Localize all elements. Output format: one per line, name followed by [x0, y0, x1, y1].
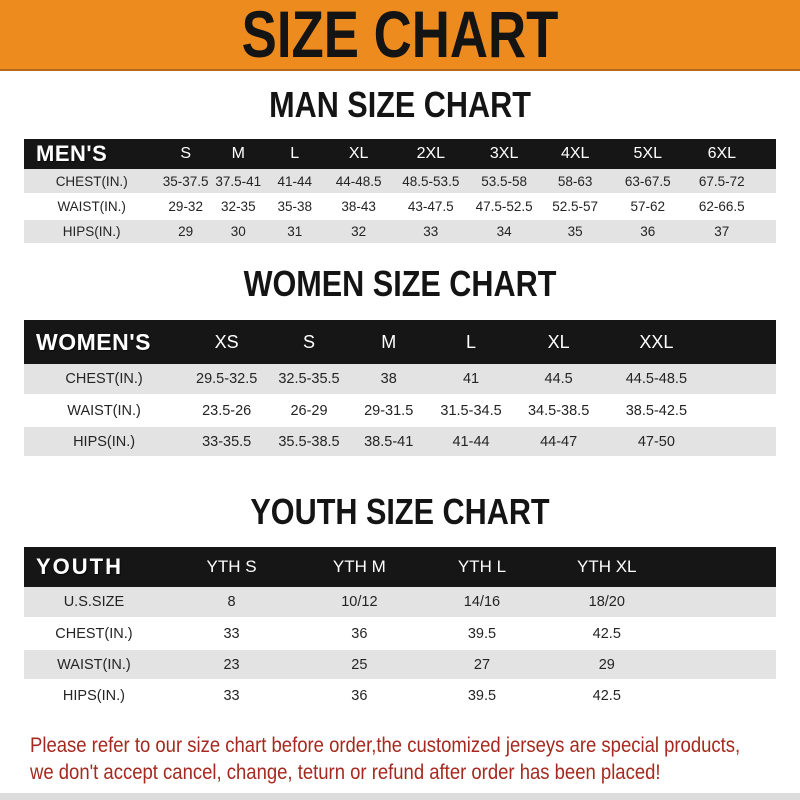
table-corner-label: WOMEN'S	[24, 320, 184, 364]
row-filler	[669, 587, 776, 618]
size-value-cell: 32.5-35.5	[278, 371, 340, 387]
size-value-cell: 35-37.5	[162, 173, 209, 189]
row-filler	[709, 426, 776, 457]
size-value-cell: 38.5-41	[364, 433, 414, 450]
header-row	[24, 139, 776, 169]
size-value-cell: 32-35	[221, 199, 256, 214]
size-value-cell: 38	[380, 371, 397, 387]
size-value-cell: 38-43	[341, 199, 376, 214]
bottom-strip	[0, 793, 800, 800]
size-value-cell: 48.5-53.5	[402, 173, 460, 189]
size-value-cell: 37	[714, 224, 730, 239]
size-value-cell: 8	[227, 594, 236, 610]
size-value-cell: 58-63	[557, 173, 593, 189]
size-value-cell: 34.5-38.5	[527, 402, 590, 419]
size-value-cell: 36	[351, 687, 368, 704]
size-column-header: 2XL	[392, 139, 469, 169]
order-notice-line-2: we don't accept cancel, change, teturn or refund after order has been placed!	[30, 760, 661, 784]
size-column-header: YTH S	[164, 547, 299, 587]
size-value-cell: 47.5-52.5	[475, 199, 533, 214]
size-value-cell: 35	[567, 224, 583, 239]
table-row	[24, 587, 776, 618]
size-value-cell: 25	[351, 656, 368, 673]
size-value-cell: 34	[496, 224, 512, 239]
size-value-cell: 57-62	[630, 199, 665, 214]
row-label: WAIST(IN.)	[57, 199, 126, 214]
men-size-section	[0, 84, 800, 245]
size-value-cell: 29	[598, 656, 615, 673]
order-notice-line-1: Please refer to our size chart before order,the customized jerseys are special products,	[30, 733, 741, 757]
size-value-cell: 31	[287, 224, 303, 239]
size-column-header: YTH L	[420, 547, 545, 587]
size-value-cell: 53.5-58	[481, 173, 528, 189]
size-column-header: YTH XL	[544, 547, 669, 587]
size-value-cell: 14/16	[463, 594, 501, 610]
table-row	[24, 680, 776, 711]
row-filler	[669, 680, 776, 711]
size-column-header: M	[349, 320, 429, 364]
size-value-cell: 33	[423, 224, 439, 239]
women-section-heading	[0, 263, 800, 304]
size-value-cell: 41-44	[452, 433, 490, 450]
row-filler	[669, 649, 776, 680]
size-column-header: S	[159, 139, 212, 169]
order-notice	[30, 732, 800, 786]
row-filler	[759, 169, 776, 194]
size-value-cell: 33	[223, 687, 240, 704]
size-value-cell: 44.5	[544, 371, 573, 387]
size-value-cell: 42.5	[592, 687, 621, 704]
size-value-cell: 39.5	[467, 625, 497, 642]
size-value-cell: 52.5-57	[552, 199, 599, 214]
size-column-header: 6XL	[684, 139, 759, 169]
size-value-cell: 27	[473, 656, 491, 673]
size-column-header: XL	[325, 139, 393, 169]
youth-section-heading	[0, 491, 800, 532]
size-value-cell: 29	[178, 224, 194, 239]
row-label: U.S.SIZE	[63, 594, 125, 610]
youth-size-section	[0, 491, 800, 712]
size-column-header: XL	[514, 320, 604, 364]
header-filler	[709, 320, 776, 364]
row-label: HIPS(IN.)	[62, 224, 121, 239]
size-value-cell: 63-67.5	[624, 173, 671, 189]
row-label: CHEST(IN.)	[65, 371, 143, 387]
size-value-cell: 41	[462, 371, 480, 387]
size-column-header: M	[212, 139, 265, 169]
header-row	[24, 320, 776, 364]
size-value-cell: 38.5-42.5	[625, 402, 688, 419]
size-value-cell: 42.5	[592, 625, 621, 642]
size-chart-banner	[0, 0, 800, 71]
row-label: HIPS(IN.)	[73, 433, 136, 450]
size-value-cell: 43-47.5	[407, 199, 454, 214]
youth-section-heading-text: YOUTH SIZE CHART	[250, 491, 550, 532]
men-section-heading-text: MAN SIZE CHART	[269, 84, 531, 125]
size-value-cell: 47-50	[637, 433, 675, 450]
size-column-header: 5XL	[611, 139, 684, 169]
size-value-cell: 39.5	[467, 687, 497, 704]
size-value-cell: 29-31.5	[364, 402, 414, 419]
men-section-heading	[0, 84, 800, 125]
size-value-cell: 30	[230, 224, 246, 239]
table-row	[24, 194, 776, 219]
size-column-header: L	[265, 139, 325, 169]
size-value-cell: 23.5-26	[202, 402, 252, 419]
size-value-cell: 35-38	[277, 199, 312, 214]
row-label: WAIST(IN.)	[57, 656, 131, 673]
size-value-cell: 29-32	[168, 199, 203, 214]
size-value-cell: 44-47	[540, 433, 578, 450]
table-row	[24, 395, 776, 426]
row-label: HIPS(IN.)	[62, 687, 125, 704]
size-value-cell: 62-66.5	[698, 199, 745, 214]
size-value-cell: 33-35.5	[202, 433, 252, 450]
size-value-cell: 37.5-41	[215, 173, 262, 189]
table-row	[24, 219, 776, 244]
size-column-header: YTH M	[299, 547, 419, 587]
table-row	[24, 649, 776, 680]
size-value-cell: 31.5-34.5	[440, 402, 502, 419]
size-value-cell: 18/20	[588, 594, 625, 610]
size-value-cell: 67.5-72	[698, 173, 745, 189]
row-label: WAIST(IN.)	[67, 402, 141, 419]
row-label: CHEST(IN.)	[55, 625, 133, 642]
size-value-cell: 23	[223, 656, 240, 673]
size-column-header: XXL	[604, 320, 709, 364]
size-value-cell: 44-48.5	[335, 173, 382, 189]
row-filler	[709, 395, 776, 426]
header-filler	[669, 547, 776, 587]
table-row	[24, 169, 776, 194]
size-value-cell: 36	[640, 224, 656, 239]
size-column-header: 4XL	[539, 139, 611, 169]
size-column-header: XS	[184, 320, 269, 364]
size-column-header: S	[269, 320, 349, 364]
row-filler	[759, 194, 776, 219]
size-value-cell: 32	[351, 224, 367, 239]
table-row	[24, 426, 776, 457]
size-value-cell: 33	[223, 625, 240, 642]
row-filler	[709, 364, 776, 395]
youth-size-table	[24, 547, 776, 712]
size-value-cell: 36	[351, 625, 368, 642]
size-column-header: 3XL	[469, 139, 539, 169]
size-value-cell: 26-29	[290, 402, 328, 419]
row-label: CHEST(IN.)	[55, 173, 128, 189]
table-corner-label: YOUTH	[24, 547, 164, 587]
row-filler	[759, 219, 776, 244]
size-value-cell: 29.5-32.5	[196, 371, 258, 387]
size-column-header: L	[429, 320, 514, 364]
banner-title: SIZE CHART	[241, 0, 559, 71]
women-size-table	[24, 320, 776, 458]
size-value-cell: 41-44	[277, 173, 312, 189]
size-value-cell: 10/12	[341, 594, 378, 610]
header-row	[24, 547, 776, 587]
table-row	[24, 618, 776, 649]
table-row	[24, 364, 776, 395]
row-filler	[669, 618, 776, 649]
table-corner-label: MEN'S	[24, 139, 159, 169]
women-size-section	[0, 263, 800, 458]
women-section-heading-text: WOMEN SIZE CHART	[243, 263, 557, 304]
size-value-cell: 44.5-48.5	[625, 371, 688, 387]
header-filler	[759, 139, 776, 169]
men-size-table	[24, 139, 776, 245]
size-value-cell: 35.5-38.5	[278, 433, 340, 450]
